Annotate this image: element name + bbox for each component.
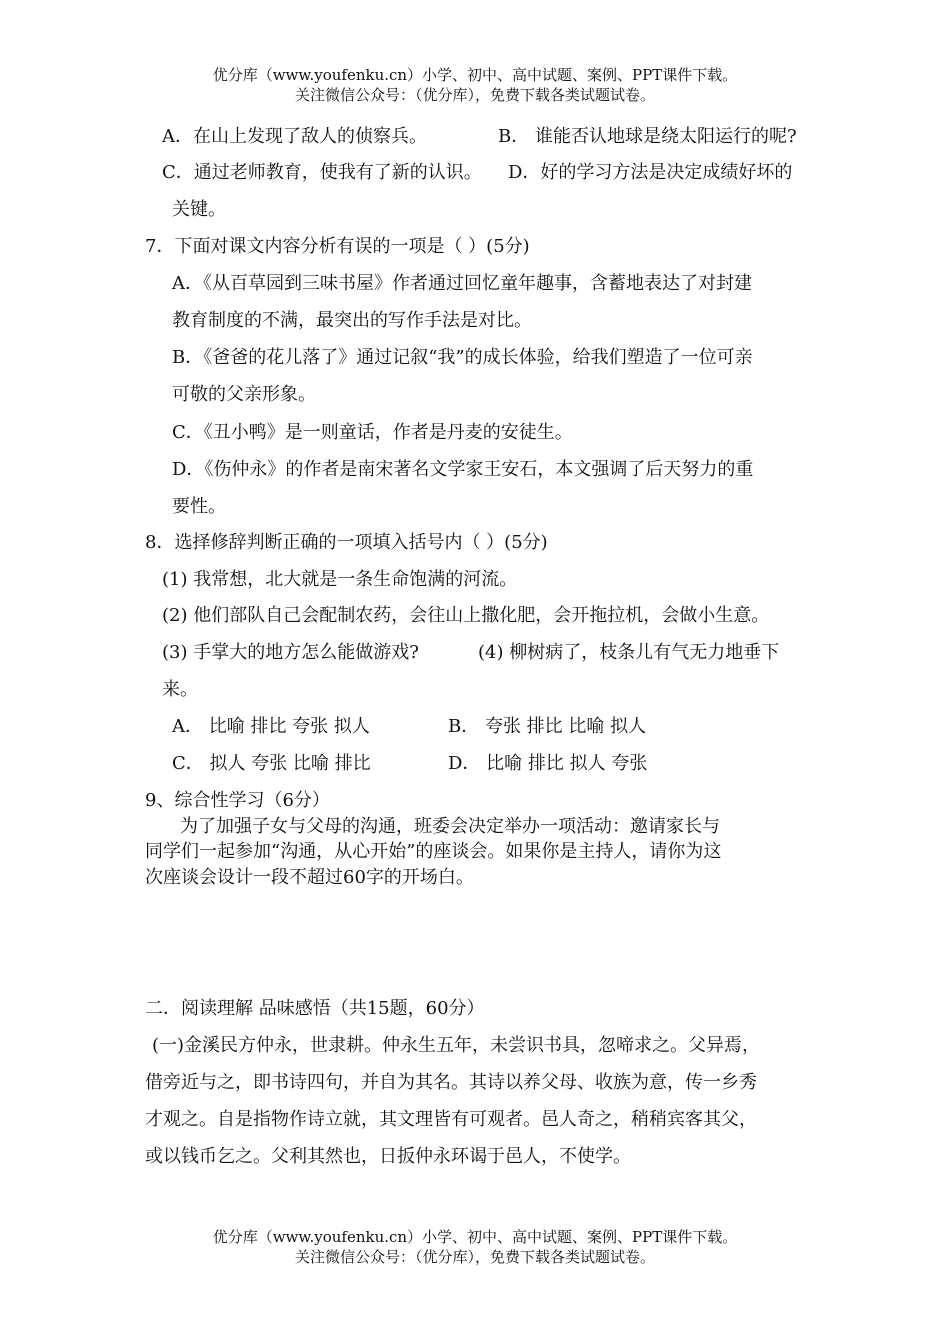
section2-paragraph-line-2: 借旁近与之，即书诗四句，并自为其名。其诗以养父母、收族为意，传一乡秀 <box>145 1072 757 1093</box>
q8-option-b: B． 夸张 排比 比喻 拟人 <box>448 716 647 737</box>
q7-stem: 7．下面对课文内容分析有误的一项是（ ）(5分) <box>145 236 530 257</box>
q7-option-b: B．《爸爸的花儿落了》通过记叙“我”的成长体验，给我们塑造了一位可亲 <box>172 347 753 368</box>
q6-option-a: A．在山上发现了敌人的侦察兵。 <box>162 126 427 147</box>
section2-title: 二．阅读理解 品味感悟（共15题，60分） <box>145 998 485 1019</box>
section2-paragraph-line-3: 才观之。自是指物作诗立就，其文理皆有可观者。邑人奇之，稍稍宾客其父， <box>145 1109 757 1130</box>
header-line-1: 优分库（www.youfenku.cn）小学、初中、高中试题、案例、PPT课件下载。 <box>212 66 738 84</box>
q6-option-b: B． 谁能否认地球是绕太阳运行的呢? <box>498 126 797 147</box>
q6-option-c: C．通过老师教育，使我有了新的认识。 <box>162 162 482 183</box>
q7-option-d: D．《伤仲永》的作者是南宋著名文学家王安石，本文强调了后天努力的重 <box>172 459 754 480</box>
q9-paragraph-line-2: 同学们一起参加“沟通，从心开始”的座谈会。如果你是主持人，请你为这 <box>145 841 722 862</box>
q7-option-d-cont: 要性。 <box>172 496 226 517</box>
q8-option-d: D． 比喻 排比 拟人 夸张 <box>448 753 648 774</box>
section2-paragraph-line-1: (一)金溪民方仲永，世隶耕。仲永生五年，未尝识书具，忽啼求之。父异焉， <box>152 1035 761 1056</box>
section2-paragraph-line-4: 或以钱币乞之。父利其然也，日扳仲永环谒于邑人，不使学。 <box>145 1146 631 1167</box>
q7-option-c: C．《丑小鸭》是一则童话，作者是丹麦的安徒生。 <box>172 422 573 443</box>
q9-title: 9、综合性学习（6分） <box>145 790 330 811</box>
q8-sentence-3: (3) 手掌大的地方怎么能做游戏? <box>162 642 419 663</box>
q8-sentence-1: (1) 我常想，北大就是一条生命饱满的河流。 <box>162 569 518 590</box>
q8-option-c: C． 拟人 夸张 比喻 排比 <box>172 753 371 774</box>
header-line-2: 关注微信公众号：（优分库），免费下载各类试题试卷。 <box>294 86 655 104</box>
q6-option-d-cont: 关键。 <box>172 199 226 220</box>
q7-option-a-cont: 教育制度的不满，最突出的写作手法是对比。 <box>172 310 532 331</box>
q8-option-a: A． 比喻 排比 夸张 拟人 <box>172 716 370 737</box>
q8-sentence-4: (4) 柳树病了，枝条儿有气无力地垂下 <box>478 642 780 663</box>
q8-sentence-4-cont: 来。 <box>162 679 198 700</box>
q9-paragraph-line-1: 为了加强子女与父母的沟通，班委会决定举办一项活动：邀请家长与 <box>180 816 720 837</box>
q7-option-a: A．《从百草园到三味书屋》作者通过回忆童年趣事，含蓄地表达了对封建 <box>172 273 752 294</box>
footer-line-1: 优分库（www.youfenku.cn）小学、初中、高中试题、案例、PPT课件下载。 <box>212 1228 738 1246</box>
q6-option-d: D．好的学习方法是决定成绩好坏的 <box>508 162 793 183</box>
q8-stem: 8．选择修辞判断正确的一项填入括号内（ ）(5分) <box>145 532 548 553</box>
q7-option-b-cont: 可敬的父亲形象。 <box>172 384 316 405</box>
footer-line-2: 关注微信公众号：（优分库），免费下载各类试题试卷。 <box>294 1248 655 1266</box>
q9-paragraph-line-3: 次座谈会设计一段不超过60字的开场白。 <box>145 867 474 888</box>
q8-sentence-2: (2) 他们部队自己会配制农药，会往山上撒化肥，会开拖拉机，会做小生意。 <box>162 605 770 626</box>
